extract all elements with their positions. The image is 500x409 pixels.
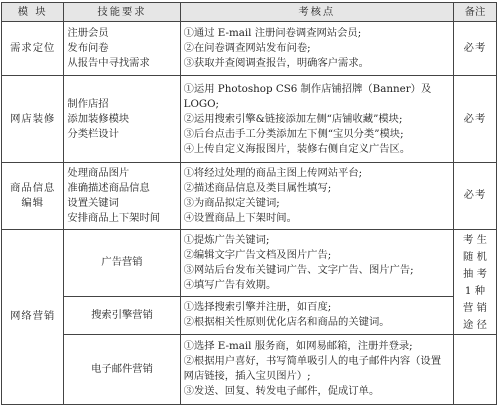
point-item: ②描述商品信息及类目属性填写; bbox=[183, 181, 332, 194]
points-cell bbox=[180, 163, 453, 229]
point-item: ④上传自定义海报图片，装修右侧自定义广告区。 bbox=[183, 142, 411, 155]
point-item: ②在问卷调查网站发布问卷; bbox=[183, 42, 311, 55]
skills-cell: 搜索引擎营销 bbox=[64, 296, 180, 334]
skill-item: 分类栏设计 bbox=[67, 127, 119, 140]
skills-cell bbox=[64, 163, 180, 229]
points-cell bbox=[180, 334, 453, 404]
table-row bbox=[2, 22, 497, 76]
module-cell: 商品信息编辑 bbox=[2, 163, 64, 229]
note-line: 随 机 bbox=[463, 250, 487, 263]
point-item: ③为商品拟定关键词; bbox=[183, 196, 280, 209]
header-skills: 技能要求 bbox=[64, 3, 180, 22]
point-item: ①运用 Photoshop CS6 制作店铺招牌（Banner）及 LOGO; bbox=[183, 82, 432, 110]
point-item: ①选择 E-mail 服务商，如网易邮箱，注册并登录; bbox=[183, 340, 413, 353]
note-line: 途 径 bbox=[463, 318, 487, 331]
module-cell: 网络营销 bbox=[2, 229, 64, 404]
skill-item: 制作店招 bbox=[67, 97, 109, 110]
note-line: 营 销 bbox=[463, 301, 487, 314]
point-item: ③网站后台发布关键词广告、文字广告、图片广告; bbox=[183, 263, 414, 276]
note-line: 抽 考 bbox=[463, 267, 487, 280]
point-item: ②根据用户喜好，书写简单吸引人的电子邮件内容（设置网店链接，插入宝贝图片）; bbox=[183, 355, 442, 383]
point-item: ③获取并查阅调查报告，明确客户需求。 bbox=[183, 57, 369, 70]
skills-cell: 广告营销 bbox=[64, 229, 180, 296]
point-item: ③发送、回复、转发电子邮件，促成订单。 bbox=[183, 385, 380, 398]
point-item: ①将经过处理的商品主图上传网站平台; bbox=[183, 166, 363, 179]
skill-item: 安排商品上下架时间 bbox=[67, 211, 161, 224]
point-item: ①通过 E-mail 注册问卷调查网站会员; bbox=[183, 27, 362, 40]
skill-item: 处理商品图片 bbox=[67, 166, 130, 179]
note-cell: 必考 bbox=[453, 163, 496, 229]
table-row bbox=[2, 229, 497, 296]
skills-cell bbox=[64, 76, 180, 163]
point-item: ③后台点击手工分类添加左下侧“宝贝分类”模块; bbox=[183, 127, 404, 140]
skill-item: 注册会员 bbox=[67, 27, 109, 40]
module-cell: 需求定位 bbox=[2, 22, 64, 76]
note-line: 考 生 bbox=[463, 233, 487, 246]
header-module: 模 块 bbox=[2, 3, 64, 22]
point-item: ④填写广告有效期。 bbox=[183, 278, 277, 291]
note-cell: 必考 bbox=[453, 22, 496, 76]
point-item: ④设置商品上下架时间。 bbox=[183, 211, 297, 224]
points-cell bbox=[180, 76, 453, 163]
points-cell bbox=[180, 229, 453, 296]
exam-requirements-table bbox=[1, 2, 497, 405]
points-cell bbox=[180, 296, 453, 334]
skills-cell: 电子邮件营销 bbox=[64, 334, 180, 404]
header-points: 考核点 bbox=[180, 3, 453, 22]
note-cell: 必考 bbox=[453, 76, 496, 163]
note-cell-empty bbox=[453, 334, 496, 404]
skill-item: 从报告中寻找需求 bbox=[67, 57, 150, 70]
point-item: ②根据相关性原则优化店名和商品的关键词。 bbox=[183, 316, 390, 329]
table-row bbox=[2, 334, 497, 404]
table-row bbox=[2, 163, 497, 229]
points-cell bbox=[180, 22, 453, 76]
skill-item: 设置关键词 bbox=[67, 196, 119, 209]
note-cell bbox=[453, 229, 496, 334]
point-item: ①选择搜索引擎并注册，如百度; bbox=[183, 301, 332, 314]
skill-item: 添加装修模块 bbox=[67, 112, 130, 125]
point-item: ②编辑文字广告文档及图片广告; bbox=[183, 248, 332, 261]
module-cell: 网店装修 bbox=[2, 76, 64, 163]
table-row bbox=[2, 76, 497, 163]
header-note: 备注 bbox=[453, 3, 496, 22]
point-item: ①提炼广告关键词; bbox=[183, 233, 270, 246]
table-header-row bbox=[2, 3, 497, 22]
skill-item: 发布问卷 bbox=[67, 42, 109, 55]
skills-cell bbox=[64, 22, 180, 76]
skill-item: 准确描述商品信息 bbox=[67, 181, 150, 194]
point-item: ②运用搜索引擎&链接添加左侧“店铺收藏”模块; bbox=[183, 112, 403, 125]
note-line: 1 种 bbox=[464, 284, 486, 297]
table-row bbox=[2, 296, 497, 334]
